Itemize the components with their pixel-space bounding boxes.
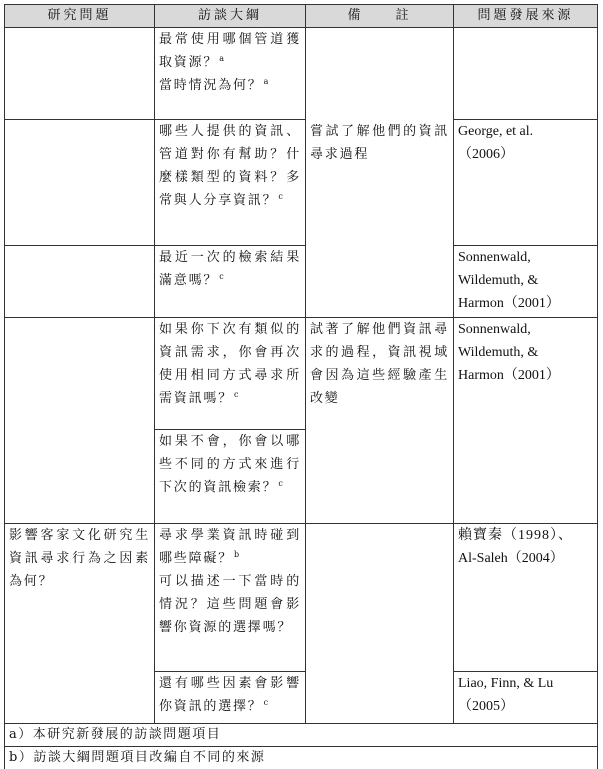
outline-cell: [155, 120, 306, 246]
source-cell: [454, 28, 598, 120]
footnote-mark: c: [234, 390, 240, 399]
source-line: 賴寶秦（1998）、: [458, 524, 593, 547]
header-source: 問題發展來源: [454, 5, 598, 28]
source-line: Wildemuth, &: [458, 269, 593, 292]
outline-text: 還有哪些因素會影響你資訊的選擇？: [159, 676, 301, 714]
source-cell: [454, 672, 598, 724]
table-row: [5, 246, 598, 318]
outline-cell: [155, 318, 306, 430]
footnote-mark: a: [219, 54, 226, 63]
research-question-cell: [5, 524, 155, 724]
header-row: [5, 5, 598, 28]
table-row: [5, 524, 598, 672]
remark-cell: [306, 524, 454, 724]
outline-text: 可以描述一下當時的情況？這些問題會影響你資源的選擇嗎？: [159, 570, 301, 639]
source-line: （2006）: [458, 143, 593, 166]
note-row: [5, 724, 598, 747]
footnote-mark: a: [264, 77, 271, 86]
note-row: [5, 747, 598, 769]
remark-text: 試著了解他們資訊尋求的過程，資訊視域會因為這些經驗產生改變: [310, 322, 449, 406]
source-line: Harmon（2001）: [458, 292, 593, 315]
footnote-mark: c: [264, 698, 270, 707]
source-line: George, et al.: [458, 120, 593, 143]
outline-text: 尋求學業資訊時碰到哪些障礙？: [159, 528, 301, 566]
research-question-cell: [5, 120, 155, 246]
source-line: Wildemuth, &: [458, 341, 593, 364]
outline-text: 哪些人提供的資訊、管道對你有幫助？什麼樣類型的資料？多常與人分享資訊？: [159, 124, 301, 208]
source-cell: [454, 524, 598, 672]
footnote-mark: c: [278, 192, 284, 201]
source-line: Sonnenwald,: [458, 246, 593, 269]
interview-outline-table: [4, 4, 598, 769]
table-note: b）訪談大綱問題項目改編自不同的來源: [5, 747, 598, 769]
outline-text: 最近一次的檢索結果滿意嗎？: [159, 250, 301, 288]
source-line: （2005）: [458, 695, 593, 718]
table-note: a）本研究新發展的訪談問題項目: [5, 724, 598, 747]
header-interview-outline: 訪談大綱: [155, 5, 306, 28]
outline-text: 如果不會，你會以哪些不同的方式來進行下次的資訊檢索？: [159, 434, 301, 495]
table-row: [5, 318, 598, 430]
outline-text: 如果你下次有類似的資訊需求，你會再次使用相同方式尋求所需資訊嗎？: [159, 322, 301, 406]
outline-cell: [155, 524, 306, 672]
source-cell: [454, 120, 598, 246]
outline-text: 最常使用哪個管道獲取資源？: [159, 32, 301, 70]
remark-cell: [306, 318, 454, 524]
research-question-cell: [5, 28, 155, 120]
footnote-mark: c: [219, 272, 225, 281]
outline-cell: [155, 430, 306, 524]
remark-text: 嘗試了解他們的資訊尋求過程: [310, 124, 449, 162]
table-row: [5, 28, 598, 120]
outline-cell: [155, 672, 306, 724]
source-cell: [454, 246, 598, 318]
table-row: [5, 120, 598, 246]
research-question-cell: [5, 246, 155, 318]
source-line: Liao, Finn, & Lu: [458, 672, 593, 695]
source-line: Harmon（2001）: [458, 364, 593, 387]
outline-text: 當時情況為何？: [159, 78, 263, 93]
outline-cell: [155, 246, 306, 318]
footnote-mark: b: [234, 550, 241, 559]
source-cell: [454, 318, 598, 524]
outline-cell: [155, 28, 306, 120]
footnote-mark: c: [278, 479, 284, 488]
research-question-cell: [5, 318, 155, 524]
source-line: Sonnenwald,: [458, 318, 593, 341]
source-line: Al-Saleh（2004）: [458, 547, 593, 570]
header-remarks: 備 註: [306, 5, 454, 28]
remark-cell: [306, 28, 454, 318]
header-research-question: 研究問題: [5, 5, 155, 28]
research-question-text: 影響客家文化研究生資訊尋求行為之因素為何？: [9, 528, 150, 589]
